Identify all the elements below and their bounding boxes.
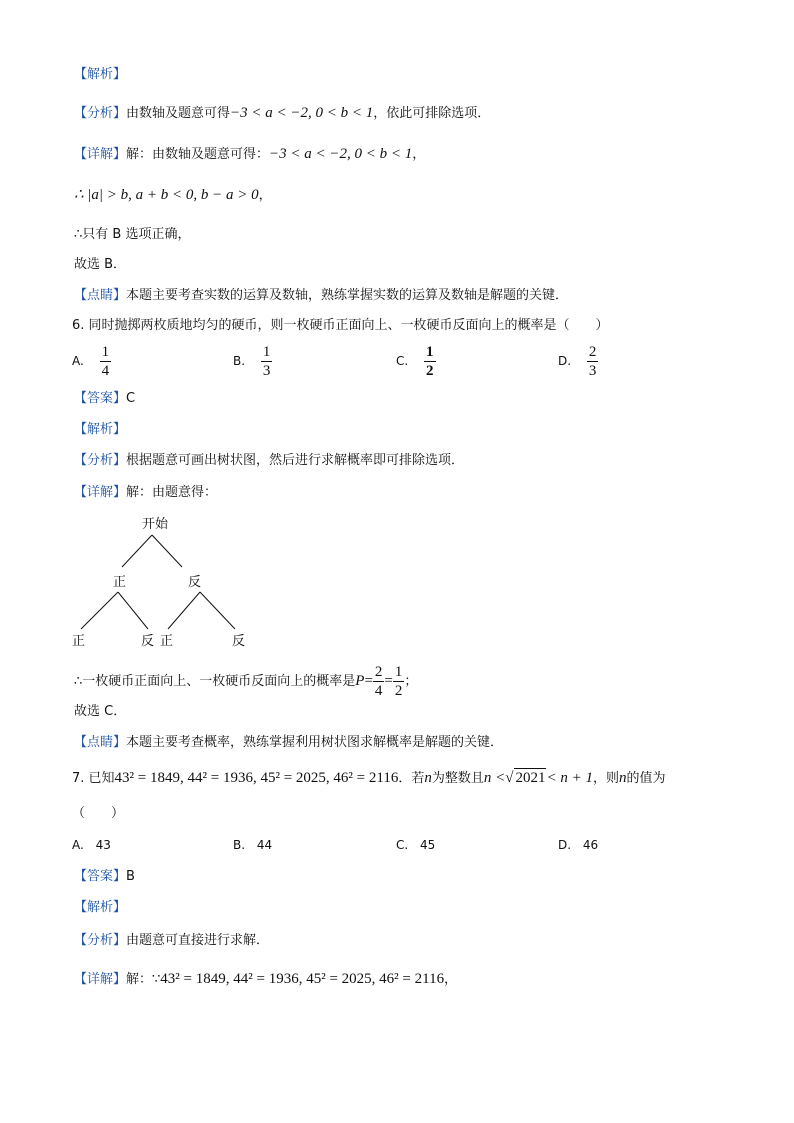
q6-option-c: C. $\frac{1}{2}$ [396,344,434,379]
q7-jiexi-heading: 【解析】 [74,900,127,915]
q7-answer-line: 【答案】B [74,869,135,884]
q6-stem: 6. 同时抛掷两枚质地均匀的硬币，则一枚硬币正面向上、一枚硬币反面向上的概率是（ ） [72,318,609,333]
q6-jiexi-heading: 【解析】 [74,422,127,437]
fenxi-line-1: 【分析】由数轴及题意可得−3 < a < −2, 0 < b < 1，依此可排除选项． [74,105,491,121]
q6-answer-line: 【答案】C [74,391,136,406]
q7-option-a: A. 43 [72,838,111,852]
tree-l2-node-3: 正 [160,634,174,649]
q6-choose-line: 故选 C． [74,704,127,719]
jiexi-heading-1: 【解析】 [74,67,127,82]
q6-fenxi-line: 【分析】根据题意可画出树状图，然后进行求解概率即可排除选项． [74,453,465,468]
q7-option-c: C. 45 [396,838,436,852]
q6-option-b: B. $\frac{1}{3}$ [233,344,271,379]
tree-l1-heads: 正 [113,575,127,590]
q7-option-d: D. 46 [558,838,599,852]
tree-l2-node-4: 反 [232,634,246,649]
q7-stem: 7. 已知43² = 1849, 44² = 1936, 45² = 2025, 46² = 2116．若n为整数且n <√ 2021< n + 1，则n的值为 [72,770,666,786]
dianjing-line-1: 【点睛】本题主要考查实数的运算及数轴，熟练掌握实数的运算及数轴是解题的关键． [74,288,569,303]
q7-fenxi-line: 【分析】由题意可直接进行求解． [74,933,270,948]
q7-paren: （ ） [72,806,125,821]
tree-l2-node-2: 反 [141,634,155,649]
tree-root: 开始 [142,517,169,532]
xiangjie-line-1: 【详解】解：由数轴及题意可得：−3 < a < −2, 0 < b < 1， [74,146,426,162]
tree-l1-tails: 反 [188,575,202,590]
q6-dianjing-line: 【点睛】本题主要考查概率，熟练掌握利用树状图求解概率是解题的关键． [74,735,504,750]
q6-probability-line: ∴一枚硬币正面向上、一枚硬币反面向上的概率是P= $\frac{2}{4}$ = $\frac{1}{2}$ ； [74,664,418,699]
choose-b-line: 故选 B． [74,257,127,272]
probability-tree-diagram [60,510,280,655]
therefore-line-1: ∴ |a| > b, a + b < 0, b − a > 0， [74,187,272,203]
q6-xiangjie-line: 【详解】解：由题意得： [74,485,218,500]
only-b-line: ∴只有 B 选项正确， [74,227,191,242]
q6-option-a: A. $\frac{1}{4}$ [72,344,110,379]
tree-l2-node-1: 正 [72,634,86,649]
q6-option-d: D. $\frac{2}{3}$ [558,344,597,379]
q7-xiangjie-line: 【详解】解：∵43² = 1849, 44² = 1936, 45² = 2025, 46² = 2116， [74,971,458,987]
q7-option-b: B. 44 [233,838,273,852]
